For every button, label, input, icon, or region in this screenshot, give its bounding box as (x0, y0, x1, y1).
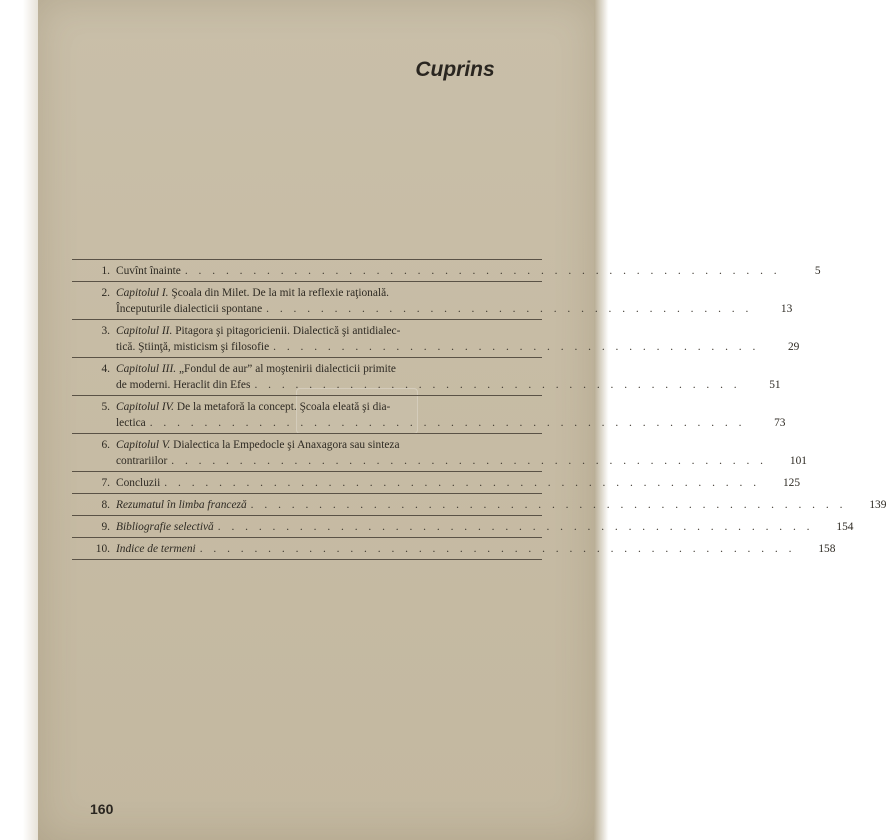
table-of-contents (72, 257, 887, 563)
entry-number: 10. (95, 543, 110, 555)
entry-title-line1: Pitagora şi pitagoricienii. Dialectică şi antidialec- (175, 325, 401, 337)
entry-page: 73 (774, 417, 786, 429)
toc-entry-1 (72, 263, 821, 279)
toc-entry-4 (72, 361, 781, 393)
leader-dots: . . . . . . . . . . . . . . . . . . . . . . . . . . . . . . . . . . . . . . . . . . . . (184, 265, 781, 277)
entry-title: Rezumatul în limba franceză (116, 499, 247, 511)
entry-title: Concluzii (116, 477, 161, 489)
divider (72, 493, 542, 494)
chapter-label: Capitolul II. (116, 325, 173, 337)
entry-number: 4. (101, 363, 110, 375)
toc-entry-9 (72, 519, 854, 535)
entry-title: Cuvînt înainte (116, 265, 181, 277)
toc-entry-10 (72, 541, 836, 557)
chapter-label: Capitolul I. (116, 287, 169, 299)
entry-number: 6. (101, 439, 110, 451)
chapter-label: Capitolul IV. (116, 401, 175, 413)
divider (72, 357, 542, 358)
leader-dots: . . . . . . . . . . . . . . . . . . . . . . . . . . . . . . . . . . . . . . . . . . . . (164, 477, 761, 489)
divider (72, 559, 542, 560)
entry-title-line2: Începuturile dialecticii spontane (116, 303, 263, 315)
divider (72, 471, 542, 472)
entry-title-line2: lectica (116, 417, 146, 429)
entry-page: 51 (769, 379, 781, 391)
entry-page: 5 (814, 265, 821, 277)
divider (72, 515, 542, 516)
toc-entry-8 (72, 497, 887, 513)
divider (72, 433, 542, 434)
entry-number: 5. (101, 401, 110, 413)
entry-number: 2. (101, 287, 110, 299)
entry-title-line1: „Fondul de aur” al moştenirii dialecticii primite (178, 363, 396, 375)
entry-title-line1: Şcoala din Milet. De la mit la reflexie raţională. (171, 287, 389, 299)
page-title: Cuprins (415, 58, 495, 81)
chapter-label: Capitolul III. (116, 363, 177, 375)
divider (72, 395, 542, 396)
divider (72, 281, 542, 282)
leader-dots: . . . . . . . . . . . . . . . . . . . . . . . . . . . . . . . . . . . . . . . . . . . . (149, 417, 746, 429)
entry-page: 13 (780, 303, 793, 315)
toc-entry-5 (72, 399, 786, 431)
entry-title: Indice de termeni (116, 543, 196, 555)
entry-number: 1. (101, 265, 110, 277)
entry-title: Bibliografie selectivă (116, 521, 214, 533)
entry-title-line2: de moderni. Heraclit din Efes (116, 379, 251, 391)
leader-dots: . . . . . . . . . . . . . . . . . . . . . . . . . . . . . . . . . . . . . . . . . . . . (217, 521, 814, 533)
entry-title-line2: contrariilor (116, 455, 168, 467)
page-number: 160 (90, 801, 114, 817)
page-edge-left (0, 0, 38, 840)
leader-dots: . . . . . . . . . . . . . . . . . . . . . . . . . . . . . . . . . . . . (266, 303, 753, 315)
entry-page: 158 (818, 543, 836, 555)
leader-dots: . . . . . . . . . . . . . . . . . . . . . . . . . . . . . . . . . . . . (254, 379, 741, 391)
leader-dots: . . . . . . . . . . . . . . . . . . . . . . . . . . . . . . . . . . . . . . . . . . . . (199, 543, 796, 555)
entry-number: 9. (101, 521, 110, 533)
leader-dots: . . . . . . . . . . . . . . . . . . . . . . . . . . . . . . . . . . . . . . . . . . . . (171, 455, 767, 467)
toc-entry-2 (72, 285, 793, 317)
entry-title-line1: De la metaforă la concept. Şcoala eleată şi dia- (176, 401, 391, 413)
entry-page: 29 (787, 341, 800, 353)
entry-title-line2: tică. Ştiinţă, misticism şi filosofie (116, 341, 270, 353)
entry-number: 7. (101, 477, 110, 489)
entry-title-line1: Dialectica la Empedocle şi Anaxagora sau sinteza (173, 439, 400, 451)
divider (72, 319, 542, 320)
entry-page: 101 (789, 455, 807, 467)
divider (72, 259, 542, 260)
leader-dots: . . . . . . . . . . . . . . . . . . . . . . . . . . . . . . . . . . . . . . . . . . . . (250, 499, 847, 511)
entry-page: 139 (869, 499, 887, 511)
entry-number: 8. (101, 499, 110, 511)
toc-entry-3 (72, 323, 800, 355)
chapter-label: Capitolul V. (116, 439, 171, 451)
entry-page: 154 (836, 521, 854, 533)
entry-page: 125 (782, 477, 801, 489)
divider (72, 537, 542, 538)
leader-dots: . . . . . . . . . . . . . . . . . . . . . . . . . . . . . . . . . . . . (273, 341, 760, 353)
entry-number: 3. (101, 325, 110, 337)
toc-entry-7 (72, 475, 801, 491)
toc-entry-6 (72, 437, 807, 469)
